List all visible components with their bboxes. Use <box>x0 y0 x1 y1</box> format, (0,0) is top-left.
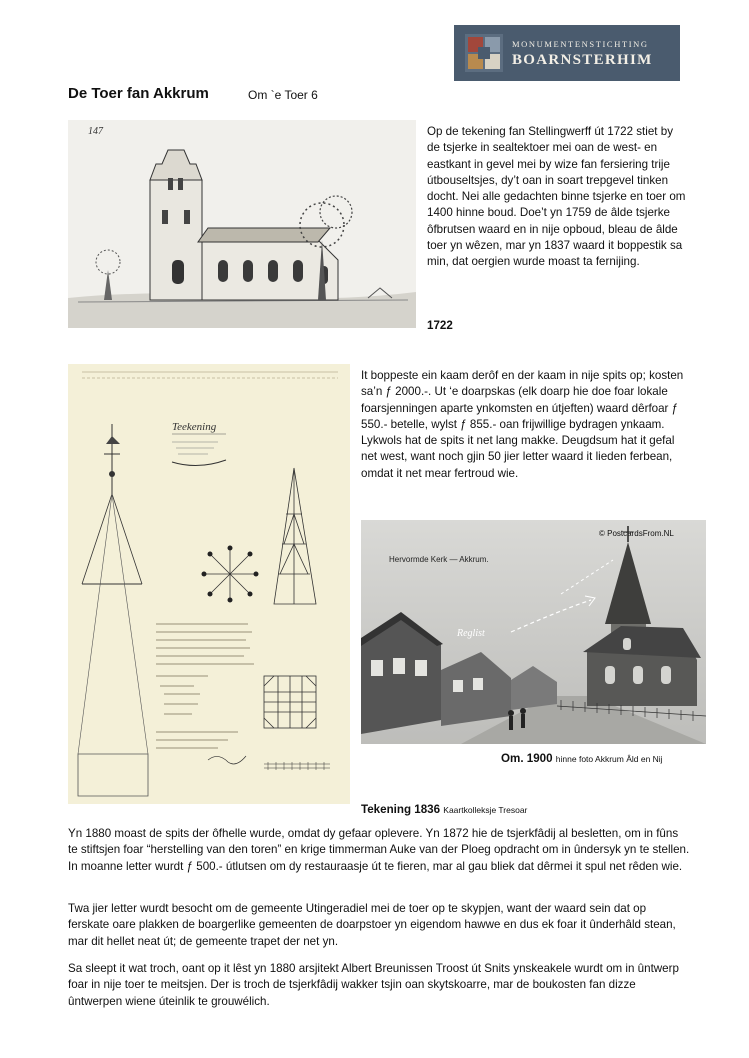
drawing-label-teekening: Teekening <box>172 421 217 433</box>
boarnsterhim-logo <box>454 25 680 81</box>
section1-caption: 1722 <box>427 319 453 332</box>
body-paragraph-2: Twa jier letter wurdt besocht om de gemeente Utingeradiel mei de toer op te skypjen, want der waard sein dat op ferskate oare plakken de boargerlike gemeenten de doarpstoer yn eigendom hawwe en dus ek foar it ûnderhâld stean, mar dit hellet neat út; de gemeente trapet der net yn. <box>68 902 676 948</box>
photo-caption <box>501 752 663 765</box>
photo-caption-bold: Om. 1900 <box>501 752 553 765</box>
logo-line2: BOARNSTERHIM <box>512 52 653 68</box>
church-photo-1900 <box>361 520 706 744</box>
logo-mark-icon <box>465 34 503 72</box>
drawing-caption-small: Kaartkolleksje Tresoar <box>443 805 528 815</box>
drawing-number-label: 147 <box>88 126 103 137</box>
section1-text: Op de tekening fan Stellingwerff út 1722 stiet by de tsjerke in sealtektoer mei oan de west- en eastkant in gevel mei by wize fan fersiering trije útbouseltsjes, dy’t oan in soart trepgevel tinken docht. Nei alle gedachten binne tsjerke en toer om 1400 hinne boud. Doe’t yn 1759 de âlde tsjerke ôfbrutsen waard en in nije opboud, bleau de âlde toer yn wêzen, mar yn 1837 waard it boppestik sa min, dat oergien wurde moast ta fernijing. <box>427 125 686 269</box>
photo-watermark: © PostcardsFrom.NL <box>599 529 674 538</box>
page-subtitle: Om `e Toer 6 <box>248 88 318 102</box>
photo-caption-small: hinne foto Akkrum Âld en Nij <box>555 754 663 764</box>
drawing-caption <box>361 803 527 816</box>
section2-text: It boppeste ein kaam derôf en der kaam in nije spits op; kosten sa’n ƒ 2000.-. Ut ‘e doarpskas (elk doarp hie doe foar lokale foarsjenningen aparte ynkomsten en útjeften) waard dêrfoar ƒ 550.- betelle, wylst ƒ 855.- oan frijwillige bydragen ynkaam. Lykwols hat de spits it net lang makke. Deugdsum hat it gefal net west, want noch gjin 50 jier letter waard it lieden ferbean, omdat it net mear fertroud wie. <box>361 369 684 480</box>
body-paragraph-3: Sa sleept it wat troch, oant op it lêst yn 1880 arsjitekt Albert Breunissen Troost út Snits ynskeakele wurdt om in ûntwerp foar in nije toer te meitsjen. Der is troch de tsjerkfâdij wakker tsjin oan skytskoarre, mar de boukosten fan dizze ûntwerpen wiene úteinlik te grouwélich. <box>68 962 679 1008</box>
photo-title-text: Hervormde Kerk — Akkrum. <box>389 555 489 564</box>
photo-annotation-text: Reglist <box>457 628 485 639</box>
body-paragraph-1: Yn 1880 moast de spits der ôfhelle wurde, omdat dy gefaar oplevere. Yn 1872 hie de tsjerkfâdij al besletten, om in fûns te stiftsjen foar “herstelling van den toren” en krige timmerman Auke van der Ploeg opdracht om in ûndersyk yn te stellen. In moanne letter wurdt ƒ 500.- útlutsen om dy restauraasje út te fieren, mar al gau bliek dat dêrmei it spul net rêden wie. <box>68 827 690 873</box>
logo-line1: MONUMENTENSTICHTING <box>512 39 649 49</box>
page-title: De Toer fan Akkrum <box>68 85 209 102</box>
drawing-caption-bold: Tekening 1836 <box>361 803 441 816</box>
spire-drawing-1836 <box>68 364 350 804</box>
church-drawing-1722 <box>68 120 416 328</box>
